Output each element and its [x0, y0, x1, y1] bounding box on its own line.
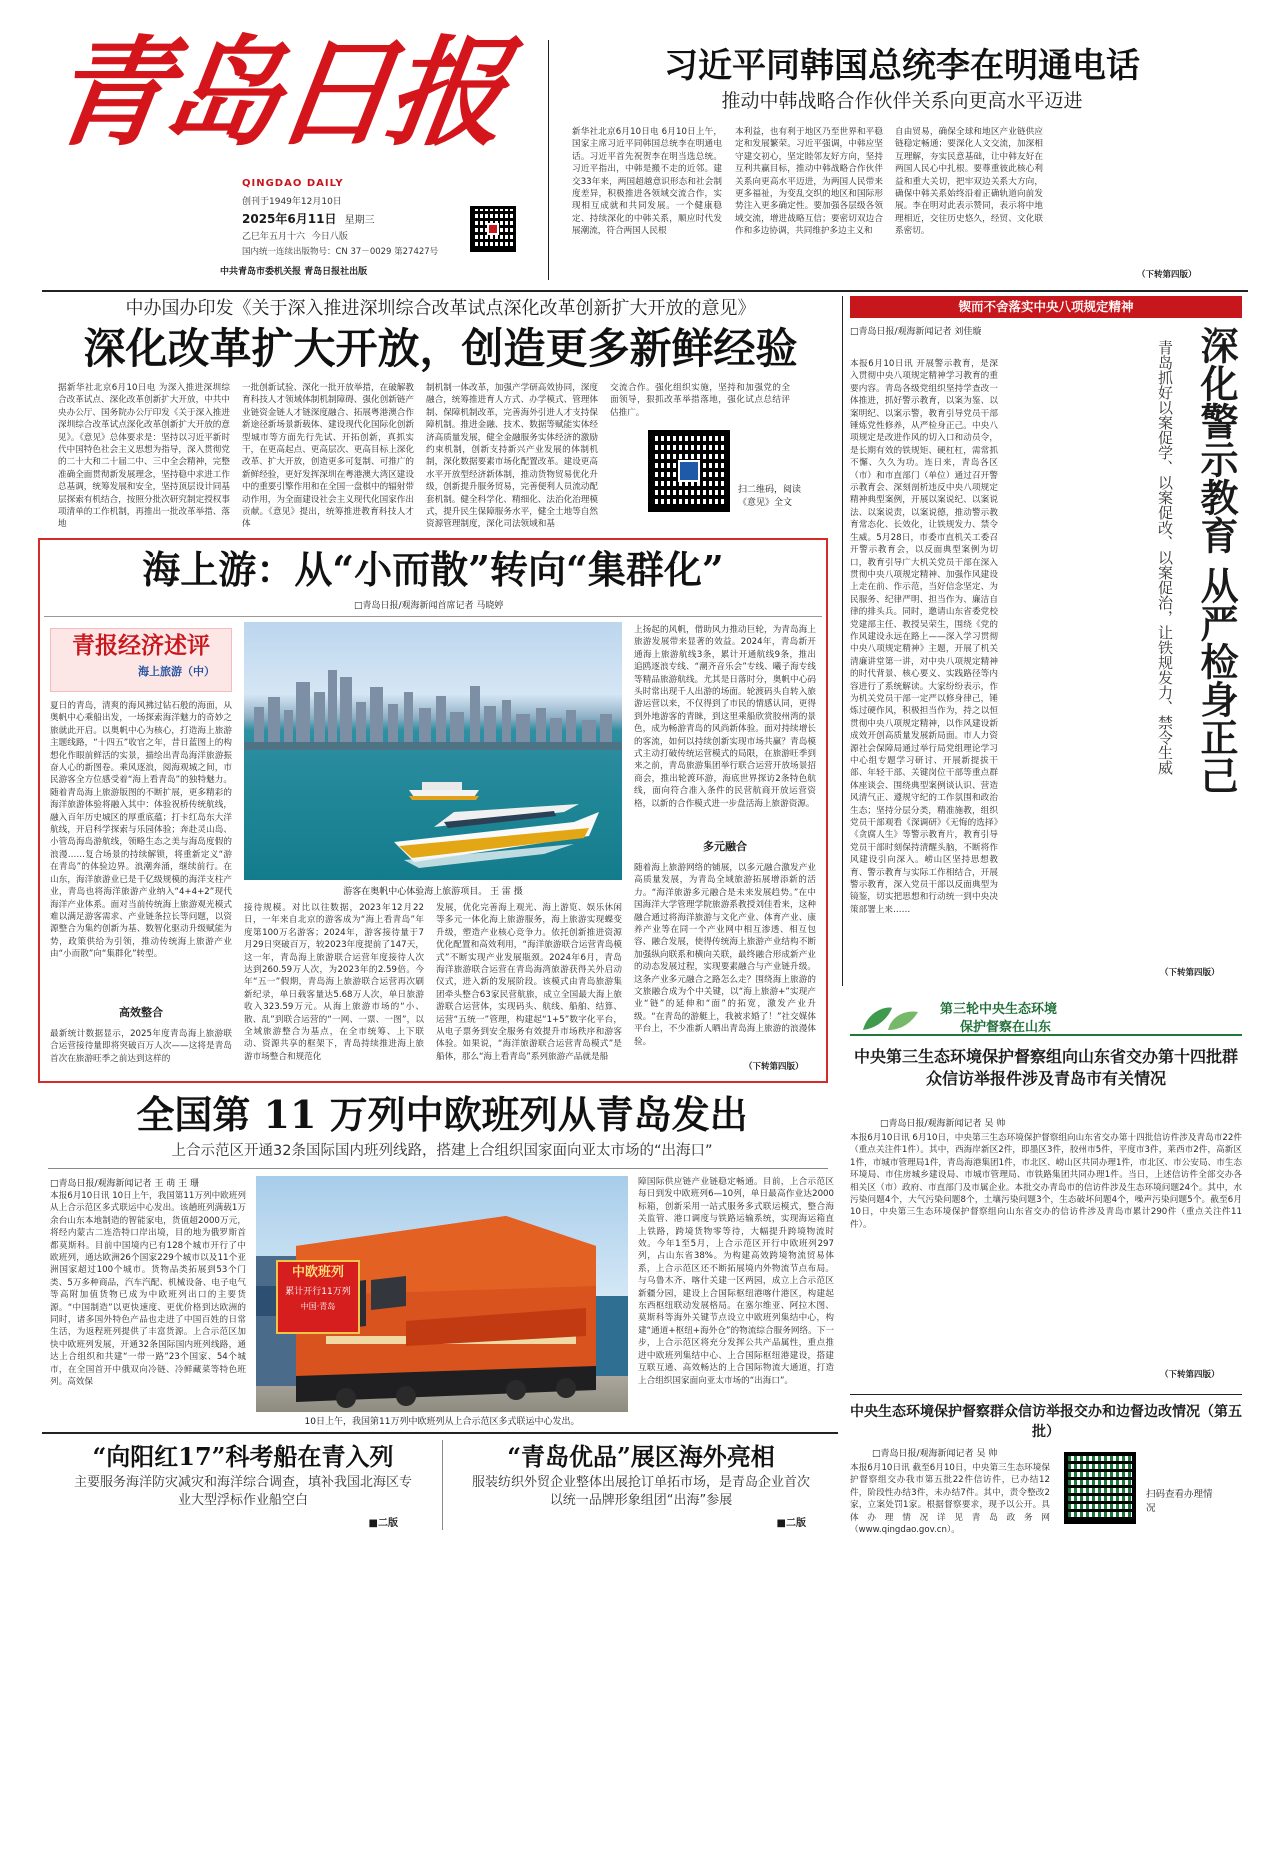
feature-col-right-2: 随着海上旅游网络的铺展，以多元融合激发产业高质量发展，为青岛全域旅游拓展增添新的活力。“海洋旅游多元融合是未来发展趋势。”在中国海洋大学管理学院旅游系教授刘佳看来，这种融合通过将海洋旅游与文化产业、体育产业、康养产业等在同一个产业网中相互渗透、相互包容、融合发展，使得传统海上旅游产业结构不断加强纵向联系和横向关联，最终融合形成新产业的动态发展过程，实现要素融合与产业链升级。这条产业多元融合之路怎么走？围绕海上旅游的文旅融合成为个中关键，以“海上旅游+”实现产业“链”的延伸和“面”的拓宽，激发产业升级。“在青岛的游艇上，我被求婚了！”社交媒体平台上，不少准新人晒出青岛海上旅游的浪漫体验。 [634, 863, 816, 1047]
page-count: 今日八版 [311, 232, 348, 242]
lead-qr-code[interactable] [648, 430, 730, 512]
feature-col-mid-1: 接待规模。对比以往数据，2023年12月22日，一年来自北京的游客成为“海上看青岛”年度第100万名游客；2024年，游客接待量于7月29日突破百万，较2023年度提前了147天，这一年，青岛海上旅游联合运营年度接待人次达到260.59万人次，为2023年的2.59倍。今年“五一”假期，青岛海上旅游联合运营再次刷新纪录，单日载客量达5.68万人次，单日旅游收入323.59万元。从海上旅游市场的“小、散、乱”到联合运营的“一网、一票、一图”，以全域旅游整合为基点，在全市统筹、上下联动、资源共享的框架下，青岛持续推进海上旅游市场整合和规范化 [244, 903, 424, 1062]
eco2-title: 中央生态环境保护督察群众信访举报交办和边督边改情况（第五批） [850, 1404, 1242, 1440]
feature-photo [244, 622, 622, 880]
column-badge-sub: 海上旅游（中） [138, 665, 215, 678]
right-byline: □青岛日报/观海新闻记者 刘佳璇 [850, 327, 982, 337]
right-body-wide [850, 844, 1230, 948]
right-deck: 青岛抓好以案促学、以案促改、以案促治，让铁规发力、禁令生威 [1156, 340, 1174, 775]
teaser-1[interactable] [48, 1440, 438, 1530]
train-sign-3: 中国·青岛 [300, 1302, 336, 1311]
feature-photo-caption: 游客在奥帆中心体验海上旅游项目。 王 雷 摄 [343, 887, 523, 897]
feature-col-left: 夏日的青岛，清爽的海风拂过钻石般的海面，从奥帆中心乘船出发，一场探索海洋魅力的奇妙之旅就此开启。以奥帆中心为核心，打造海上旅游主题线路，“十四五”收官之年，昔日蓝图上的构想化作眼前鲜活的实景，描绘出青岛海洋旅游振奋人心的新图卷。乘风逐浪，阅海观城之间，市民游客全方位感受着“海上看青岛”的独特魅力。随着青岛海上旅游版图的不断扩展，更多精彩的海洋旅游体验将融入其中：体验祝桥传统航线，融入百年历史城区的厚重底蕴；打卡红岛东大洋航线，开启科学探索与乐园体验；奔赴灵山岛、小管岛海岛游航线，领略生态之美与海岛度假的浪漫……复合场景的持续解锁，将重新定义“游在青岛”的体验边界。浪潮奔涌，继续前行。在山东，海洋旅游业已是千亿级规模的海洋支柱产业，青岛也将海洋旅游产业纳入“4+4+2”现代海洋产业体系。面对当前传统海上旅游观光模式难以满足游客需求、产业链条拉长等问题，以资源整合为集约创新为基、数智化驱动升级赋能为势，政策供给为引领，推动传统海上旅游产业由“小而散”向“集群化”转型。 [50, 701, 232, 960]
top-story-more: （下转第四版） [1137, 270, 1197, 280]
right-column [850, 296, 1242, 986]
train-col-left: 本报6月10日讯 10日上午，我国第11万列中欧班列从上合示范区多式联运中心发出。该趟班列满载1万余台山东本地制造的智能家电，货值超2000万元，将经内蒙古二连浩特口岸出境，目的地为俄罗斯首都莫斯科。目前中国境内已有128个城市开行了中欧班列，通达欧洲26个国家229个城市以及11个亚洲国家超过100个城市。货物品类拓展到53个门类、5万多种商品，汽车汽配、机械设备、电子电气等高附加值货物已成为中欧班列出口的主要货源。“中国制造”以更快速度、更优价格到达欧洲的同时，诸多国外特色产品也走进了中国百姓的日常生活，为返程班列提供了丰富货源。上合示范区加快中欧班列发展，开通32条国际国内班列线路，通达上合组织和共建“一带一路”23个国家、54个城市，在全国首开中俄双向冷链、冷鲜藏菜等特色班列。高效保 [50, 1191, 246, 1388]
feature-sub-2: 多元融合 [703, 840, 747, 853]
eco-banner-2: 保护督察在山东 [960, 1020, 1052, 1035]
eco2-qr-note: 扫码查看办理情况 [1146, 1489, 1213, 1514]
eco2-byline: □青岛日报/观海新闻记者 吴 帅 [872, 1449, 998, 1459]
feature [44, 544, 822, 1076]
train-byline: □青岛日报/观海新闻记者 王 萌 王 珊 [50, 1179, 199, 1189]
top-story-col1b [1055, 126, 1205, 266]
top-story-col2: 本利益，也有利于地区乃至世界和平稳定和发展繁荣。习近平强调，中韩应坚守建交初心，坚定睦邻友好方向，坚持互利共赢目标，推动中韩战略合作伙伴关系向更高水平迈进，为两国人民带来更多福祉，为变乱交织的地区和国际形势注入更多确定性。要加强各层级各领域交流，增进战略互信；要密切双边合作和多边协调，共同维护多边主义和 [735, 127, 883, 237]
train-banner [276, 1260, 360, 1334]
teaser-1-sub: 主要服务海洋防灾减灾和海洋综合调查，填补我国北海区专业大型浮标作业船空白 [73, 1475, 412, 1508]
feature-more: （下转第四版） [744, 1062, 804, 1072]
top-story-title: 习近平同韩国总统李在明通电话 [664, 46, 1140, 86]
feature-col-left-2: 最新统计数据显示，2025年度青岛海上旅游联合运营接待量即将突破百万人次——这将是青岛首次在旅游旺季之前达到这样的 [50, 1029, 232, 1064]
train-col-right: 障国际供应链产业链稳定畅通。目前，上合示范区每日到发中欧班列6—10列，单日最高作业达2000标箱，创新采用一站式服务多式联运模式，整合海关监管、港口调度与铁路运输系统，实现海运箱直上铁路，跨境货物零等待，大幅提升跨境物流时效。今年1至5月，上合示范区开行中欧班列297列，占山东省38%。为构建高效跨境物流贸易体系，上合示范区还不断拓展境内外物流节点布局。与乌鲁木齐、喀什关建一区两园，成立上合示范区新疆分园，建设上合国际枢纽港喀什港区，构建起东西枢纽联动发展格局。在塞尔维亚、阿拉木图、莫斯科等海外关键节点设立中欧班列集结中心，构建“通道+枢纽+海外仓”的物流综合服务网络。下一步，上合示范区将充分发挥公共产品属性，重点推进中欧班列集结中心、上合国际枢纽港建设，搭建互联互通、高效畅达的上合国际物流大通道，打造上合组织国家面向亚太市场的“出海口”。 [638, 1177, 834, 1386]
publisher: 中共青岛市委机关报 青岛日报社出版 [220, 267, 368, 277]
lead-col1: 据新华社北京6月10日电 为深入推进深圳综合改革试点、深化改革创新扩大开放，中共中央办公厅、国务院办公厅印发《关于深入推进深圳综合改革试点深化改革创新扩大开放的意见》。《意见》总体要求是：坚持以习近平新时代中国特色社会主义思想为指导，深入贯彻党的二十大和二十届二中、三中全会精神，完整准确全面贯彻新发展理念，坚持稳中求进工作总基调，统筹发展和安全，坚持顶层设计同基层探索有机结合，按照分批次研究制定授权事项清单的工作机制，再推出一批改革举措、落地 [58, 383, 230, 530]
eco-banner [850, 996, 1242, 1036]
train-photo [256, 1176, 628, 1412]
top-story-col3: 自由贸易，确保全球和地区产业链供应链稳定畅通；要深化人文交流，加深相互理解，夯实民意基础，让中韩友好在两国人民心中扎根。要尊重彼此核心利益和重大关切，把牢双边关系大方向，确保中韩关系始终沿着正确轨道向前发展。李在明对此表示赞同，表示将中地理相近，交往历史悠久，经贸、文化联系密切。 [895, 127, 1043, 237]
leaf-icon [858, 1004, 928, 1032]
eco-more: （下转第四版） [1160, 1370, 1220, 1380]
feature-sub-1: 高效整合 [119, 1006, 163, 1019]
train-photo-caption: 10日上午，我国第11万列中欧班列从上合示范区多式联运中心发出。 [304, 1417, 580, 1427]
lead-kicker: 中办国办印发《关于深入推进深圳综合改革试点深化改革创新扩大开放的意见》 [125, 298, 756, 319]
lead-qr-note: 扫二维码，阅读《意见》全文 [738, 485, 802, 508]
teaser-2-page-label: 二版 [786, 1518, 806, 1529]
column-badge-title: 青报经济述评 [72, 632, 210, 659]
issn: 国内统一连续出版物号：CN 37－0029 第27427号 [242, 247, 439, 257]
lead-col3: 制机制一体改革，加强产学研高效协同，深度融合，统筹推进育人方式、办学模式、管理体制、保障机制改革，完善海外引进人才支持保障机制。推进金融、技术、数据等赋能实体经济高质量发展，健全金融服务实体经济的激励约束机制，创新支持新兴产业发展的体制机制，深化数据要素市场化配置改革。建设更高水平开放型经济新体制，推动货物贸易优化升级，创新提升服务贸易，完善便利人员流动配套机制。健全科学化、精细化、法治化治理模式，提升民生保障服务水平，健全土地等自然资源管理制度，深化司法领域和基 [426, 383, 598, 530]
eco-title: 中央第三生态环境保护督察组向山东省交办第十四批群众信访举报件涉及青岛市有关情况 [853, 1047, 1238, 1088]
feature-col-mid-2: 发展，优化完善海上观光、海上游览、娱乐休闲等多元一体化海上旅游服务，海上旅游实现蝶变升级，塑造产业核心竞争力。依托创新推进资源优化配置和高效利用，“海洋旅游联合运营青岛模式”不断实现产业发展瓶颈。2024年6月，青岛海洋旅游联合运营在青岛海湾旅游获得关外启动仪式，进入新的发展阶段。该模式由青岛旅游集团牵头整合63家民营航旅，成立全国最大海上旅游联合运营体，实现码头、航线、船舶、结算、运营“五统一”管理，构建起“1+5”数字化平台，从电子票务到安全服务有效提升市场秩序和游客体验。如果说，“海洋旅游联合运营青岛模式”是船体，那么“海上看青岛”系列旅游产品就是船 [436, 903, 622, 1062]
teaser-2-page: ■二版 [776, 1518, 806, 1529]
latin-name: QINGDAO DAILY [242, 178, 344, 189]
teaser-2-title: “青岛优品”展区海外亮相 [507, 1442, 775, 1471]
masthead [42, 18, 522, 282]
teaser-1-page-label: 二版 [378, 1518, 398, 1529]
train-title: 全国第 11 万列中欧班列从青岛发出 [136, 1092, 748, 1137]
top-story [562, 44, 1242, 284]
eco-box [850, 996, 1242, 1388]
train-sign-1: 中欧班列 [291, 1265, 344, 1280]
teaser-2[interactable] [446, 1440, 836, 1530]
train-subtitle: 上合示范区开通32条国际国内班列线路，搭建上合组织国家面向亚太市场的“出海口” [171, 1143, 713, 1159]
train-sign-2: 累计开行11万列 [285, 1287, 351, 1297]
lead-col2: 一批创新试验、深化一批开放举措，在破解教育科技人才领域体制机制障碍、强化创新链产业链资金链人才链深度融合、拓展粤港澳合作新途径新场景新载体、建设现代化国际化创新型城市等方面先行先试、开拓创新，真抓实干，在更高起点、更高层次、更高目标上深化改革、扩大开放，创造更多可复制、可推广的新鲜经验，更好发挥深圳在粤港澳大湾区建设中的重要引擎作用和在全国一盘棋中的辐射带动作用，为全面建设社会主义现代化国家作出贡献。《意见》提出，统筹推进教育科技人才体 [242, 383, 414, 530]
logo-text: 青岛日报 [42, 23, 510, 162]
column-badge [50, 628, 232, 692]
feature-photo-svg [244, 622, 622, 880]
founded: 创刊于1949年12月10日 [242, 197, 342, 207]
eco-body: 本报6月10日讯 6月10日，中央第三生态环境保护督察组向山东省交办第十四批信访件涉及青岛市22件（重点关注件1件）。其中，西海岸新区2件，即墨区3件，胶州市5件，平度市3件，莱西市2件，高新区1件，市城市管理局1件，青岛海港集团1件，市北区、崂山区共同办理1件，市北区、市公安局、市生态环境局、市住房城乡建设局、市城市管理局、市铁路集团共同办理1件。当日，上述信访件全部交办各相关区（市）政府、市直部门及市属企业。本批交办青岛市的信访件涉及生态环境问题24个。其中，水污染问题4个，大气污染问题8个，土壤污染问题3个，生态破坏问题4个，噪声污染问题5个。截至6月10日，中央第三生态环境保护督察组向山东省交办的信访件涉及青岛市累计290件（重点关注件11件）。 [850, 1133, 1242, 1230]
eco-banner-1: 第三轮中央生态环境 [940, 1002, 1058, 1017]
eco2-qr-code[interactable] [1064, 1452, 1136, 1524]
issue-date: 2025年6月11日 [242, 212, 337, 226]
top-story-subtitle: 推动中韩战略合作伙伴关系向更高水平迈进 [721, 90, 1083, 112]
right-banner: 锲而不舍落实中央八项规定精神 [850, 296, 1242, 318]
right-body: 本报6月10日讯 开展警示教育，是深入贯彻中央八项规定精神学习教育的重要内容。青岛各级党组织坚持学查改一体推进，抓好警示教育，以案为鉴、以案明纪、以案示警，教育引导党员干部锤炼党性修养，从严检身正己。中央八项规定是改进作风的切入口和动员令，是长期有效的铁规矩、硬杠杠，需常抓不懈、久久为功。连日来，青岛各区（市）和市直部门（单位）通过召开警示教育会、深刻剖析违反中央八项规定精神典型案例，开展以案说纪、以案说法、以案说责，以案说德，推动警示教育常态化、长效化，让铁规发力、禁令生威。5月28日，市委市直机关工委召开警示教育会，以反面典型案例为切口，教育引导广大机关党员干部在深入贯彻中央八项规定精神、加强作风建设上走在前、作示范，当好信念坚定、为民服务、纪律严明、担当作为、廉洁自律的排头兵。同时，邀请山东省委党校党建部主任、教授吴荣生，围绕《党的作风建设永远在路上——深入学习贯彻中央八项规定精神》主题，开展了机关清廉讲堂第一讲，对中央八项规定精神的时代背景、核心要义、实践路径等内容进行了系统解读。大家纷纷表示，作为机关党员干部一定严以修身律己，锤炼过硬作风，积极担当作为，持之以恒贯彻中央八项规定精神，以作风建设新成效开创高质量发展新局面。市人力资源社会保障局通过举行局党组理论学习中心组专题学习研讨、开展新提拔干部、年轻干部、关键岗位干部等重点群体座谈会、围绕典型案例谈认识、营造风清气正、遵规守纪的工作氛围和政治生态；坚持分层分类，精准施教，组织党员干部观看《深调研》《无悔的选择》《贪腐人生》等警示教育片，教育引导党员干部时刻保持清醒头脑，不断将作风建设引向深入。崂山区坚持思想教育、警示教育与实际工作相结合，开展警示教育，深入党员干部以反面典型为镜鉴，切实把思想和行动统一到中央决策部署上来…… [850, 359, 998, 915]
eco2-body: 本报6月10日讯 截至6月10日，中央第三生态环境保护督察组交办我市第五批22件信访件，已办结12件，阶段性办结3件，未办结7件。其中，责令整改2家，立案处罚1家。根据督察要求，现予以公开。具体办理情况详见青岛政务网（www.qingdao.gov.cn）。 [850, 1463, 1050, 1536]
lead-col4: 交流合作。强化组织实施，坚持和加强党的全面领导，狠抓改革举措落地，强化试点总结评估推广。 [610, 383, 790, 418]
weekday: 星期三 [344, 215, 375, 226]
masthead-qr [470, 206, 516, 252]
lead-story [48, 296, 833, 530]
lead-title: 深化改革扩大开放，创造更多新鲜经验 [83, 324, 798, 373]
feature-byline: □青岛日报/观海新闻首席记者 马晓婷 [354, 601, 504, 611]
feature-col-right-1: 上扬起的风帆，借助风力推动巨轮，为青岛海上旅游发展带来显著的效益。2024年，青岛新开通海上旅游航线3条，累计开通航线9条，推出追鸥逐浪专线、“潮齐音乐会”专线、曦子海专线等精品旅游航线。尤其是日落时分，奥帆中心码头时常出现千人出游的场面。轮渡码头自转入旅游运营以来，不仅得到了市民的情感认同，更得到外地游客的青睐，到这里乘船欣赏胶州湾的景色，成为畅游青岛的风尚新体验。面对持续增长的客流，如何以持续创新实现市场共赢？青岛模式主动打破传统运营模式的局限，在旅游旺季到来之前，青岛旅游集团举行联合运营开放场景招商会，推出轮渡环游，海底世界探访2条特色航线，面向符合准入条件的民营航商开放运营资格，以新的合作模式进一步盘活海上旅游资源。 [634, 625, 816, 809]
feature-title: 海上游：从“小而散”转向“集群化” [142, 547, 724, 592]
right-more: （下转第四版） [1160, 968, 1220, 978]
teaser-2-sub: 服装纺织外贸企业整体出展抢订单拓市场，是青岛企业首次以统一品牌形象组团“出海”参展 [471, 1475, 810, 1508]
right-title-2: 从严检身正己 [1194, 566, 1239, 794]
teaser-1-title: “向阳红17”科考船在青入列 [92, 1442, 394, 1471]
teaser-1-page: ■二版 [368, 1518, 398, 1529]
top-story-col1: 新华社北京6月10日电 6月10日上午，国家主席习近平同韩国总统李在明通电话。习近平首先祝贺李在明当选总统。习近平指出，中韩是搬不走的近邻。建交33年来，两国超越意识形态和社会制度差异，积极推进各领域交流合作，实现相互成就和共同发展。一个健康稳定、持续深化的中韩关系，顺应时代发展潮流，符合两国人民根 [572, 127, 722, 237]
right-title-1: 深化警示教育 [1194, 326, 1239, 554]
eco-byline: □青岛日报/观海新闻记者 吴 帅 [880, 1119, 1006, 1129]
lunar-date: 乙巳年五月十六 [242, 232, 306, 242]
